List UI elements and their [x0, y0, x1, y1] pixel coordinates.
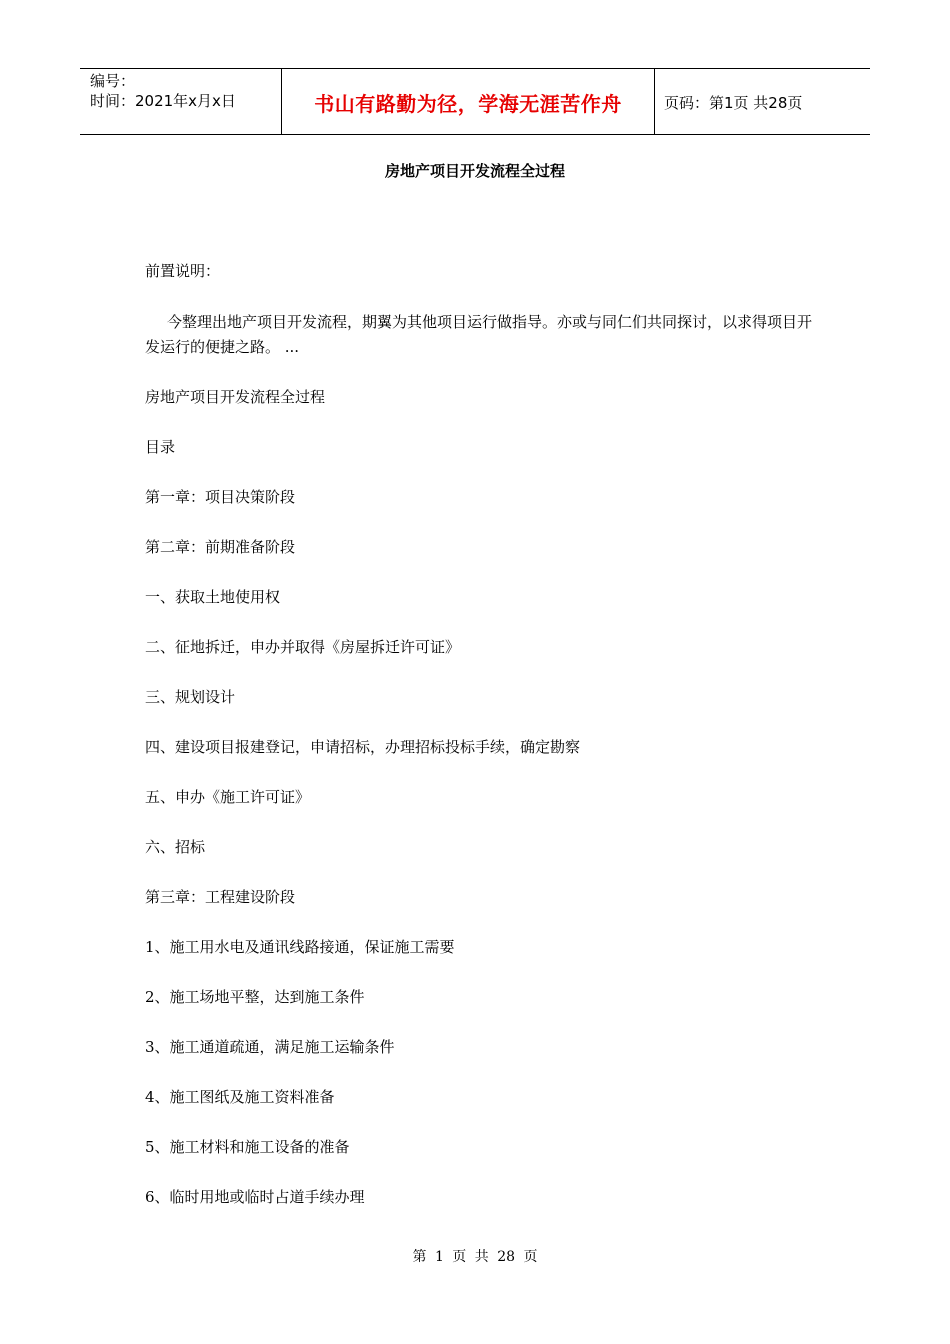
list-item: 五、申办《施工许可证》 [145, 788, 311, 806]
list-item: 一、获取土地使用权 [145, 588, 281, 606]
list-item: 目录 [145, 438, 176, 456]
list-item: 6、临时用地或临时占道手续办理 [145, 1188, 365, 1206]
list-item: 4、施工图纸及施工资料准备 [145, 1088, 335, 1106]
list-item: 5、施工材料和施工设备的准备 [145, 1138, 350, 1156]
list-item: 2、施工场地平整，达到施工条件 [145, 988, 365, 1006]
document-number-label: 编号： [90, 72, 136, 90]
page-footer: 第 1 页 共 28 页 [412, 1249, 538, 1265]
list-item: 四、建设项目报建登记，申请招标，办理招标投标手续，确定勘察 [145, 738, 581, 756]
list-item: 房地产项目开发流程全过程 [145, 388, 326, 406]
header-meta [90, 71, 280, 111]
list-item: 第二章：前期准备阶段 [145, 538, 296, 556]
document-title: 房地产项目开发流程全过程 [384, 162, 565, 180]
list-item: 三、规划设计 [145, 688, 236, 706]
document-body [145, 260, 815, 1208]
list-item: 第三章：工程建设阶段 [145, 888, 296, 906]
header-motto: 书山有路勤为径，学海无涯苦作舟 [314, 91, 622, 116]
intro-paragraph: 今整理出地产项目开发流程，期翼为其他项目运行做指导。亦或与同仁们共同探讨，以求得项目开发运行的便捷之路。 ... [145, 313, 813, 356]
page-header [80, 68, 870, 135]
list-item: 3、施工通道疏通，满足施工运输条件 [145, 1038, 395, 1056]
list-item: 六、招标 [145, 838, 206, 856]
list-item: 第一章：项目决策阶段 [145, 488, 296, 506]
header-divider-right [654, 69, 655, 135]
list-item: 1、施工用水电及通讯线路接通，保证施工需要 [145, 938, 455, 956]
preface-label: 前置说明： [145, 262, 221, 280]
document-date: 时间：2021年x月x日 [90, 92, 236, 110]
list-item: 二、征地拆迁，申办并取得《房屋拆迁许可证》 [145, 638, 461, 656]
header-page-info: 页码：第1页 共28页 [664, 93, 803, 112]
